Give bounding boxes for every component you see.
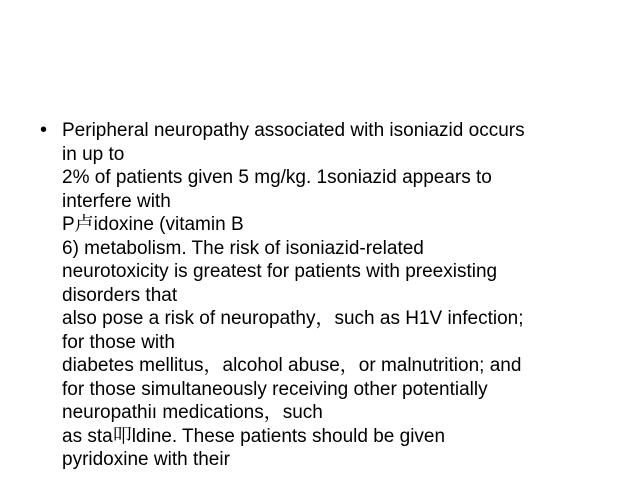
text-line: Peripheral neuropathy associated with isoniazid occurs [62,120,525,141]
text-line: 6) metabolism. The risk of isoniazid-related [62,237,424,259]
text-line: neuropathiı medications，such [62,402,323,423]
bullet-text [62,119,620,472]
bullet-icon: • [40,119,48,141]
text-line: interfere with [62,190,171,212]
text-line: for those simultaneously receiving other potentially [62,378,488,400]
text-line: neurotoxicity is greatest for patients with preexisting [62,261,498,282]
text-line: P卢idoxine (vitamin B [62,214,244,235]
text-line: diabetes mellitus，alcohol abuse，or malnutrition; and [62,355,522,376]
text-line: also pose a risk of neuropathy，such as H1V infection; [62,308,524,329]
text-line: for those with [62,331,175,353]
text-line: as sta叩ldine. These patients should be given [62,425,446,447]
bullet-item [40,119,620,472]
text-line: in up to [62,143,125,165]
text-line: disorders that [62,284,178,306]
text-line: pyridoxine with their [62,449,230,470]
text-line: 2% of patients given 5 mg/kg. 1soniazid appears to [62,167,492,188]
